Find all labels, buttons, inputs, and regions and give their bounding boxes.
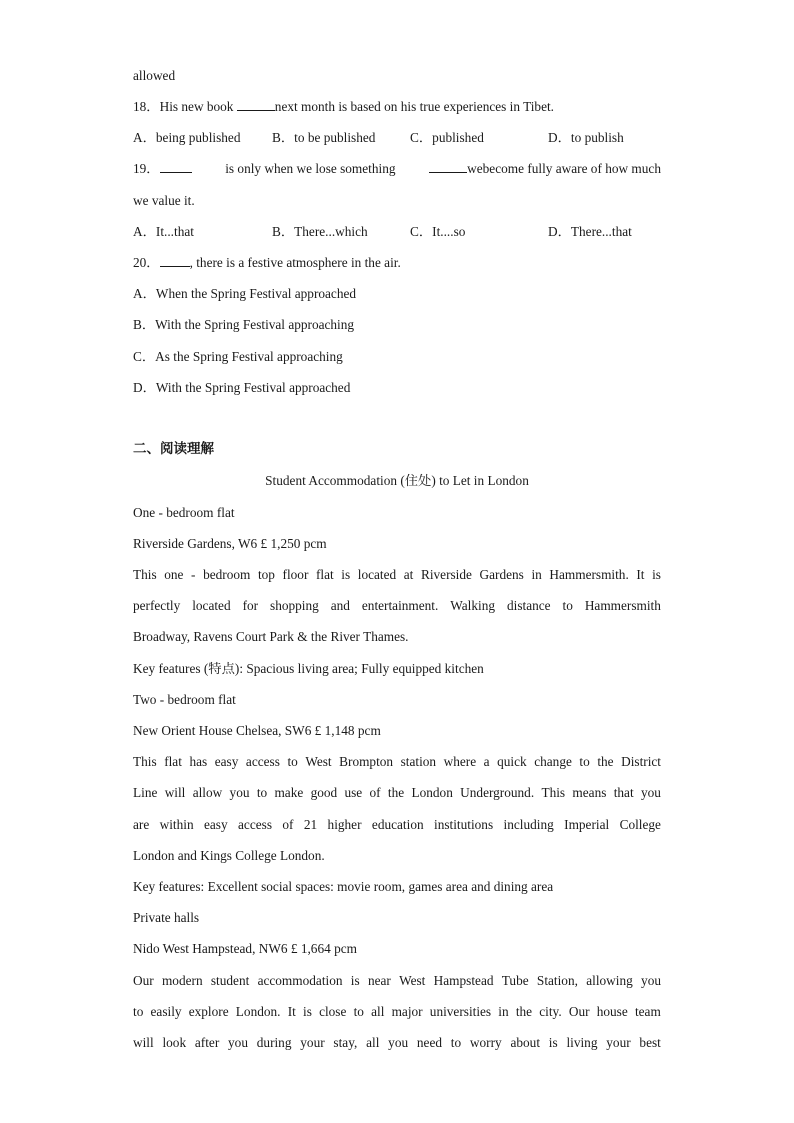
flat3-desc-line: Our modern student accommodation is near West Hampstead Tube Station, allowing you (133, 973, 661, 988)
option-a: A．When the Spring Festival approached (133, 286, 357, 301)
option-b: B．With the Spring Festival approaching (133, 317, 355, 332)
question-text: next month is based on his true experiences in Tibet. (274, 99, 554, 114)
option-d: D．to publish (548, 130, 624, 145)
flat3-desc-line: will look after you during your stay, all you need to worry about is living your best (133, 1035, 661, 1050)
question-18 (133, 99, 554, 115)
answer-blank (160, 255, 190, 267)
option-c: C．It....so (410, 224, 466, 239)
option-d: D．With the Spring Festival approached (133, 380, 351, 395)
flat1-features: Key features (特点): Spacious living area; Fully equipped kitchen (133, 661, 484, 676)
flat1-desc-line: Broadway, Ravens Court Park & the River Thames. (133, 629, 409, 644)
flat2-address: New Orient House Chelsea, SW6 £ 1,148 pcm (133, 723, 381, 738)
q17-tail: allowed (133, 68, 176, 83)
question-number: 18． (133, 99, 160, 114)
flat2-desc-line: London and Kings College London. (133, 848, 325, 863)
answer-blank (160, 161, 192, 173)
option-c: C．As the Spring Festival approaching (133, 349, 343, 364)
flat2-type: Two - bedroom flat (133, 692, 236, 707)
flat1-type: One - bedroom flat (133, 505, 235, 520)
flat3-address: Nido West Hampstead, NW6 £ 1,664 pcm (133, 941, 357, 956)
flat3-type: Private halls (133, 910, 200, 925)
question-number: 19． (133, 161, 160, 176)
flat2-desc-line: This flat has easy access to West Brompton station where a quick change to the District (133, 754, 661, 769)
question-text: webecome fully aware of how much (467, 161, 661, 176)
question-text: His new book (159, 99, 234, 114)
option-b: B．There...which (272, 224, 368, 239)
option-a: A．It...that (133, 224, 194, 239)
question-number: 20． (133, 255, 160, 270)
flat3-desc-line: to easily explore London. It is close to all major universities in the city. Our house team (133, 1004, 661, 1019)
option-b: B．to be published (272, 130, 376, 145)
flat1-address: Riverside Gardens, W6 £ 1,250 pcm (133, 536, 327, 551)
option-d: D．There...that (548, 224, 632, 239)
flat2-desc-line: are within easy access of 21 higher education institutions including Imperial College (133, 817, 661, 832)
flat2-features: Key features: Excellent social spaces: movie room, games area and dining area (133, 879, 554, 894)
flat1-desc-line: perfectly located for shopping and entertainment. Walking distance to Hammersmith (133, 598, 661, 613)
section-heading: 二、阅读理解 (133, 441, 214, 457)
passage-title: Student Accommodation (住处) to Let in London (265, 473, 529, 488)
answer-blank (237, 99, 275, 111)
question-19-line2: we value it. (133, 193, 195, 208)
flat1-desc-line: This one - bedroom top floor flat is located at Riverside Gardens in Hammersmith. It is (133, 567, 661, 582)
option-c: C．published (410, 130, 484, 145)
question-text: , there is a festive atmosphere in the air. (189, 255, 401, 270)
question-text: is only when we lose something (225, 161, 396, 176)
question-19 (133, 161, 661, 177)
answer-blank (429, 161, 467, 173)
option-a: A．being published (133, 130, 241, 145)
flat2-desc-line: Line will allow you to make good use of the London Underground. This means that you (133, 785, 661, 800)
question-20 (133, 255, 401, 271)
